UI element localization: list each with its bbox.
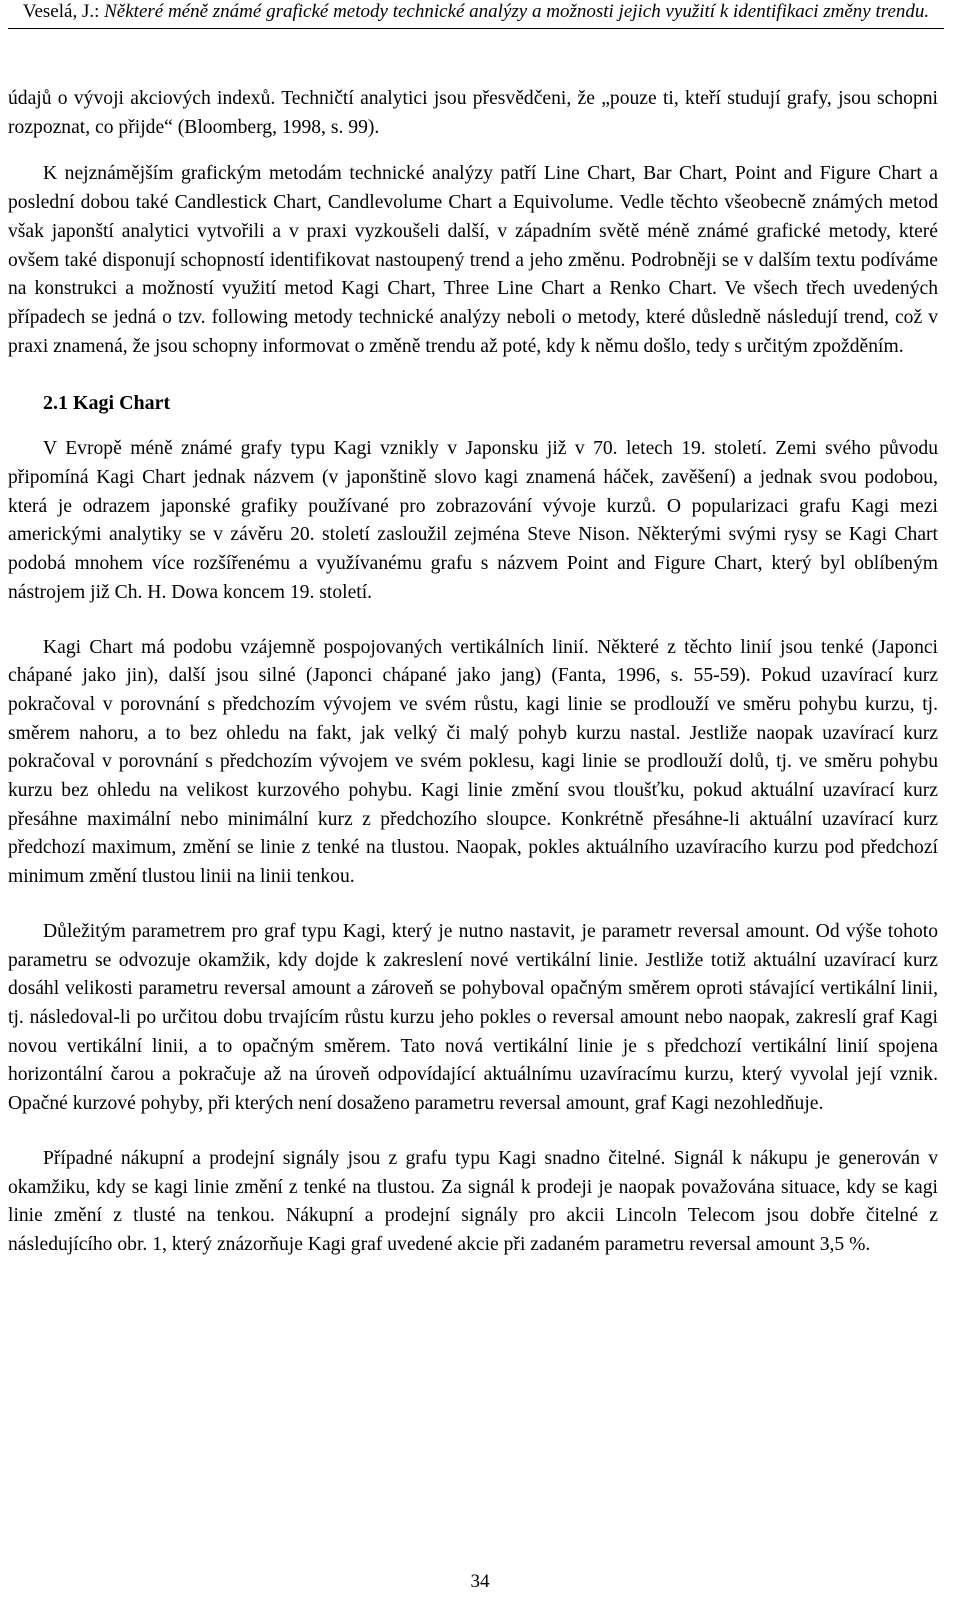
page-number: 34 (470, 1571, 490, 1592)
paragraph-chart-methods: K nejznámějším grafickým metodám technické analýzy patří Line Chart, Bar Chart, Point and Figure Chart a poslední dobou také Candlestick Chart, Candlevolume Chart a Equivolume. Vedle těchto všeobecně známých metod však japonští analytici vytvořili a v praxi vyzkoušeli další, v západním světě méně známé grafické metody, které ovšem také disponují schopností identifikovat nastoupený trend a jeho změnu. Podrobněji se v dalším textu podíváme na konstrukci a možností využití metod Kagi Chart, Three Line Chart a Renko Chart. Ve všech třech uvedených případech se jedná o tzv. following metody technické analýzy neboli o metody, které důsledně následují trend, což v praxi znamená, že jsou schopny informovat o změně trendu až poté, kdy k němu došlo, tedy s určitým zpožděním. (8, 163, 938, 357)
header-authors: Veselá, J.: (22, 1, 105, 22)
paragraph-continued: údajů o vývoji akciových indexů. Techničtí analytici jsou přesvědčeni, že „pouze ti, kteří studují grafy, jsou schopni rozpoznat, co přijde“ (Bloomberg, 1998, s. 99). (8, 88, 938, 138)
body-text (8, 85, 938, 1260)
header-title: Některé méně známé grafické metody technické analýzy a možnosti jejich využití k identifikaci změny trendu. (104, 1, 930, 22)
paragraph-kagi-origin: V Evropě méně známé grafy typu Kagi vznikly v Japonsku již v 70. letech 19. století. Zemi svého původu připomíná Kagi Chart jednak názvem (v japonštině slovo kagi znamená háček, zavěšení) a jednak svou podobou, která je odrazem japonské grafiky používané pro zobrazování vývoje kurzů. O popularizaci grafu Kagi mezi americkými analytiky se v závěru 20. století zasloužil zejména Steve Nison. Některými svými rysy se Kagi Chart podobá mnohem více rozšířenému a využívanému grafu s názvem Point and Figure Chart, který byl oblíbeným nástrojem již Ch. H. Dowa koncem 19. století. (8, 438, 938, 603)
running-header (8, 0, 944, 29)
paragraph-reversal-amount: Důležitým parametrem pro graf typu Kagi, který je nutno nastavit, je parametr reversal amount. Od výše tohoto parametru se odvozuje okamžik, kdy dojde k zakreslení nové vertikální linie. Jestliže totiž aktuální uzavírací kurz dosáhl velikosti parametru reversal amount a zároveň se pohyboval opačným směrem oproti stávající vertikální linii, tj. následoval-li po určitou dobu trvajícím růstu kurzu jeho pokles o reversal amount nebo naopak, zakreslí graf Kagi novou vertikální linii, a to opačným směrem. Tato nová vertikální linie je s předchozí vertikální linií spojena horizontální čarou a pokračuje až na úroveň odpovídající aktuálnímu uzavíracímu kurzu, který vyvolal její vznik. Opačné kurzové pohyby, při kterých není dosaženo parametru reversal amount, graf Kagi nezohledňuje. (8, 920, 938, 1115)
section-heading: 2.1 Kagi Chart (43, 392, 171, 415)
paragraph-signals: Případné nákupní a prodejní signály jsou z grafu typu Kagi snadno čitelné. Signál k nákupu je generován v okamžiku, kdy se kagi linie změní z tenké na tlustou. Za signál k prodeji je naopak považována situace, kdy se kagi linie změní z tlusté na tenkou. Nákupní a prodejní signály pro akcii Lincoln Telecom jsou dobře čitelné z následujícího obr. 1, který znázorňuje Kagi graf uvedené akcie při zadaném parametru reversal amount 3,5 %. (8, 1147, 938, 1255)
paragraph-kagi-lines: Kagi Chart má podobu vzájemně pospojovaných vertikálních linií. Některé z těchto linií jsou tenké (Japonci chápané jako jin), další jsou silné (Japonci chápané jako jang) (Fanta, 1996, s. 55-59). Pokud uzavírací kurz pokračoval v porovnání s předchozím vývojem ve svém růstu, kagi linie se prodlouží ve směru pohybu kurzu, tj. směrem nahoru, a to bez ohledu na fakt, jak velký či malý pohyb kurzu nastal. Jestliže naopak uzavírací kurz pokračoval v porovnání s předchozím vývojem ve svém poklesu, kagi linie se prodlouží dolů, tj. ve směru pohybu kurzu bez ohledu na velikost kurzového pohybu. Kagi linie změní svou tloušťku, pokud aktuální uzavírací kurz přesáhne maximální nebo minimální kurz z předchozího sloupce. Konkrétně přesáhne-li aktuální uzavírací kurz předchozí maximum, změní se linie z tenké na tlustou. Naopak, pokles aktuálního uzavíracího kurzu pod předchozí minimum změní tlustou linii na linii tenkou. (8, 636, 938, 888)
